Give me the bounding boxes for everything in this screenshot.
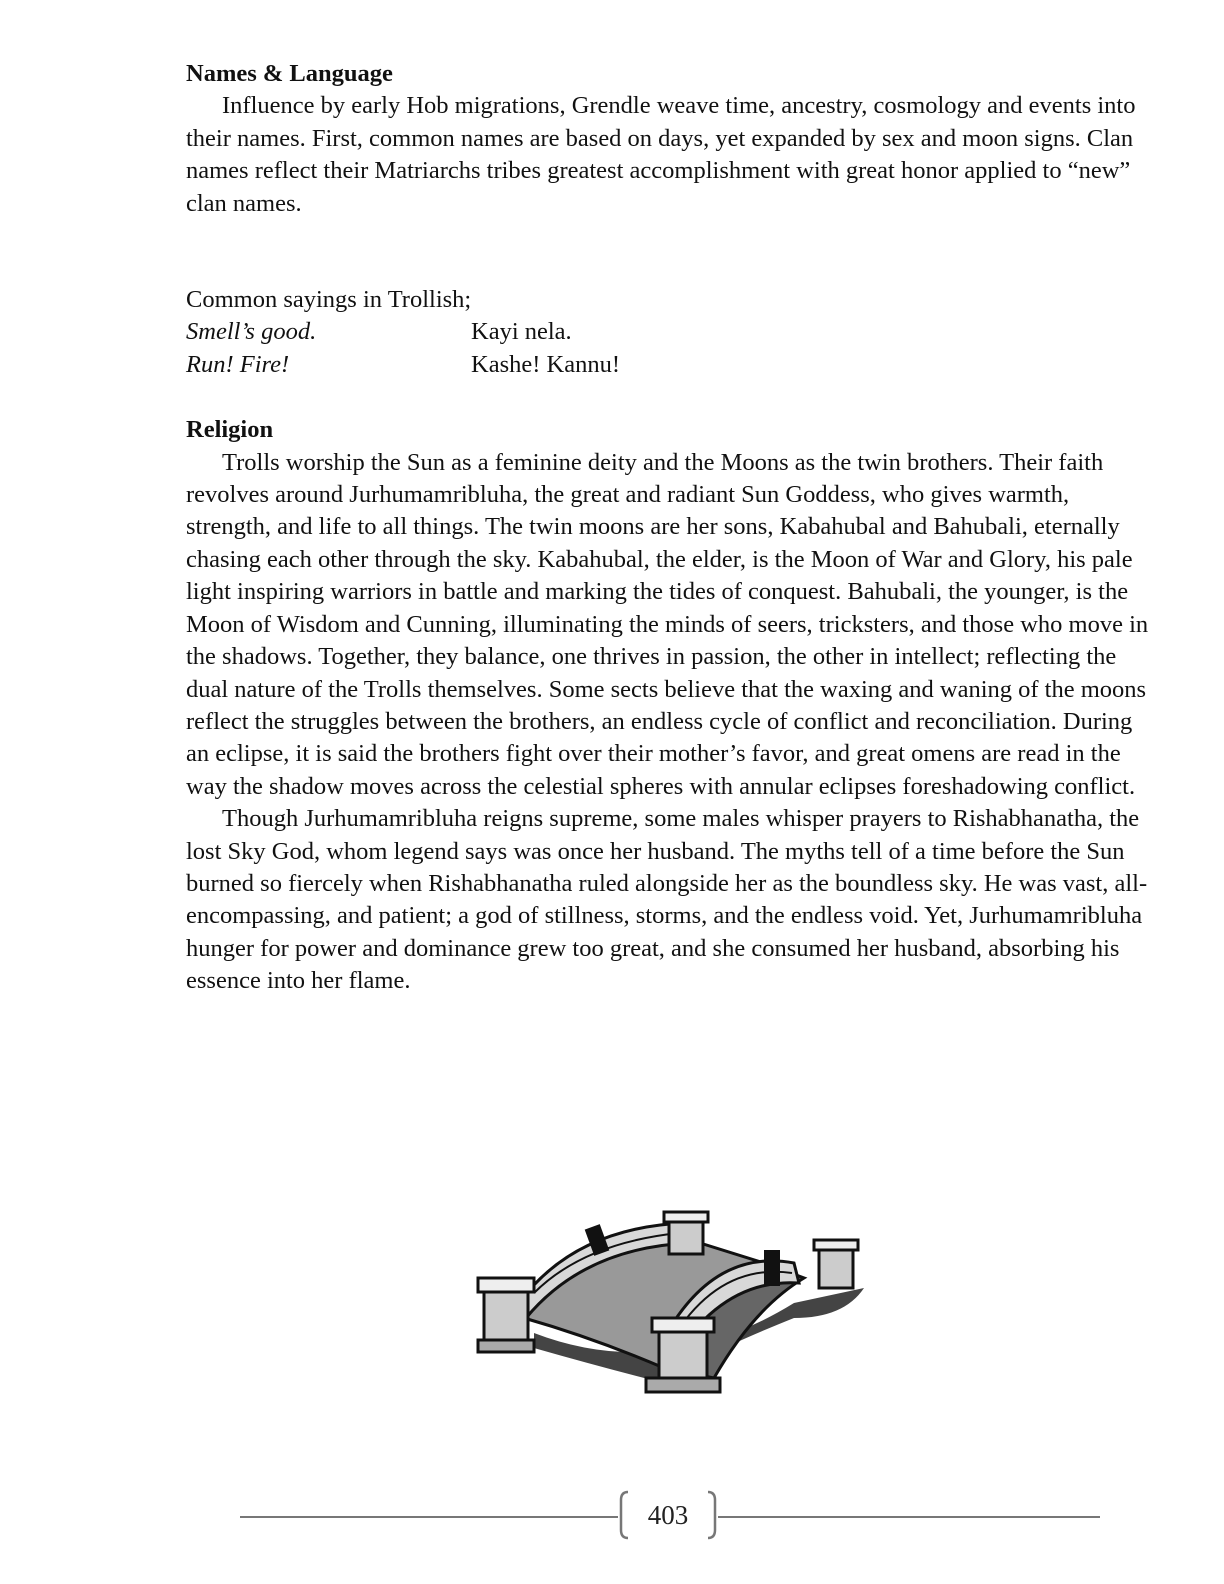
religion-heading: Religion	[186, 416, 274, 444]
right-bracket-icon	[706, 1490, 718, 1540]
page-footer	[0, 1490, 1224, 1546]
names-language-heading: Names & Language	[186, 60, 393, 87]
page-number: 403	[647, 1499, 689, 1530]
saying-trollish: Kashe! Kannu!	[471, 350, 620, 378]
stone-bridge-illustration	[464, 1208, 874, 1408]
footer-rule-right	[718, 1516, 1100, 1518]
page-body	[186, 58, 1151, 998]
saying-trollish: Kayi nela.	[471, 318, 572, 346]
religion-paragraph-2: Though Jurhumamribluha reigns supreme, some males whisper prayers to Rishabhanatha, the lost Sky God, whom legend says was once her husband. The myths tell of a time before the Sun burned so fiercely when Rishabhanatha ruled alongside her as the boundless sky. He was vast, all-encompassing, and patient; a god of stillness, storms, and the endless void. Yet, Jurhumamribluha hunger for power and dominance grew too great, and she consumed her husband, absorbing his essence into her flame.	[186, 805, 1148, 995]
saying-row	[186, 316, 1151, 348]
names-language-paragraph: Influence by early Hob migrations, Grendle weave time, ancestry, cosmology and events into their names. First, common names are based on days, yet expanded by sex and moon signs. Clan names reflect their Matriarchs tribes greatest accomplishment with great honor applied to “new” clan names.	[186, 92, 1136, 217]
saying-english: Smell’s good.	[186, 318, 317, 346]
sayings-intro: Common sayings in Trollish;	[186, 286, 472, 314]
footer-rule-left	[240, 1516, 618, 1518]
religion-paragraph-1: Trolls worship the Sun as a feminine deity and the Moons as the twin brothers. Their faith revolves around Jurhumamribluha, the great and radiant Sun Goddess, who gives warmth, strength, and life to all things. The twin moons are her sons, Kabahubal and Bahubali, eternally chasing each other through the sky. Kabahubal, the elder, is the Moon of War and Glory, his pale light inspiring warriors in battle and marking the tides of conquest. Bahubali, the younger, is the Moon of Wisdom and Cunning, illuminating the minds of seers, tricksters, and those who move in the shadows. Together, they balance, one thrives in passion, the other in intellect; reflecting the dual nature of the Trolls themselves. Some sects believe that the waxing and waning of the moons reflect the struggles between the brothers, an endless cycle of conflict and reconciliation. During an eclipse, it is said the brothers fight over their mother’s favor, and great omens are read in the way the shadow moves across the celestial spheres with annular eclipses foreshadowing conflict.	[186, 448, 1149, 800]
saying-english: Run! Fire!	[186, 350, 290, 378]
saying-row	[186, 349, 1151, 381]
